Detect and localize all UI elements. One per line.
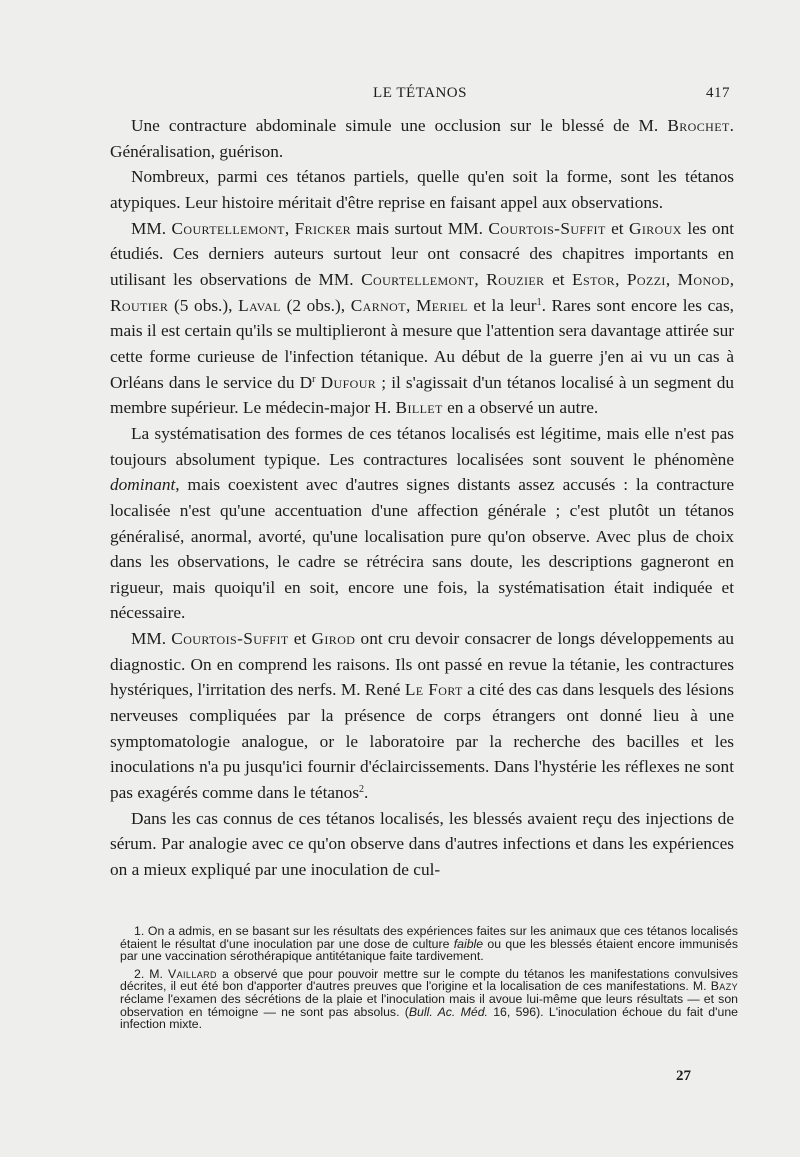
author-name: Brochet: [667, 116, 730, 135]
running-title: LE TÉTANOS: [373, 85, 467, 101]
paragraph-4: La systématisation des formes de ces tétanos localisés est légitime, mais elle n'est pas toujours absolument typique. Les contractures localisées sont souvent le phénomène dominant, mais coexistent avec d'autres signes distants assez accusés : la contracture localisée n'est qu'une accentuation d'une affection générale ; c'est plutôt un tétanos généralisé, anormal, avorté, qu'une localisation pure qu'on observe. Avec plus de choix dans les observations, le cadre se rétrécira sans doute, les descriptions gagneront en rigueur, mais quoiqu'il en soit, encore une fois, la systématisation était indiquée et nécessaire.: [110, 423, 734, 623]
printer-signature-mark: 27: [676, 1068, 691, 1084]
paragraph-3: MM. Courtellemont, Fricker mais surtout MM. Courtois-Suffit et Giroux les ont étudiés. Ces derniers auteurs surtout leur ont consacré des chapitres importants en utilisant les observations de MM. Courtellemont, Rouzier et Estor, Pozzi, Monod, Routier (5 obs.), Laval (2 obs.), Carnot, Meriel et la leur$^1$. Rares sont encore les cas, mais il est certain qu'ils se multiplieront à mesure que l'attention sera davantage attirée sur cette forme curieuse de l'infection tétanique. Au début de la guerre j'en ai vu un cas à Orléans dans le service du $D^r$ Dufour ; il s'agissait d'un tétanos localisé à un segment du membre supérieur. Le médecin-major H. Billet en a observé un autre.: [110, 218, 735, 418]
footnotes: [120, 925, 738, 1031]
author-name: Monod: [677, 269, 730, 289]
author-name: Meriel: [415, 295, 468, 315]
citation: Bull. Ac. Méd.: [408, 1004, 488, 1019]
emphasis: faible: [453, 936, 484, 951]
footnote-ref-2: 2: [359, 784, 365, 796]
author-name: Carnot: [350, 295, 406, 315]
author-name: Courtellemont: [361, 269, 475, 289]
author-name: Courtois-Suffit: [171, 629, 289, 649]
paragraph-1: Une contracture abdominale simule une occlusion sur le blessé de M. Brochet. Généralisation, guérison.: [110, 116, 734, 161]
running-header: [110, 85, 730, 107]
author-name: Dufour: [320, 372, 377, 392]
emphasis: dominant: [110, 475, 176, 495]
author-name: Courtois-Suffit: [488, 218, 606, 238]
author-name: Girod: [311, 629, 356, 649]
author-name: Laval: [238, 295, 281, 315]
author-name: Routier: [110, 295, 169, 315]
footnote-ref-1: 1: [536, 296, 542, 308]
author-name: Pozzi: [626, 269, 666, 289]
paragraph-2: Nombreux, parmi ces tétanos partiels, quelle qu'en soit la forme, sont les tétanos atypiques. Leur histoire méritait d'être reprise en faisant appel aux observations.: [110, 167, 734, 212]
paragraph-5: MM. Courtois-Suffit et Girod ont cru devoir consacrer de longs développements au diagnostic. On en comprend les raisons. Ils ont passé en revue la tétanie, les contractures hystériques, l'irritation des nerfs. M. René Le Fort a cité des cas dans lesquels des lésions nerveuses compliquées par la présence de corps étrangers ont donné lieu à une symptomatologie analogue, or le laboratoire par la recherche des bacilles et les inoculations n'a pu jusqu'ici fournir d'éclaircissements. Dans l'hystérie les réflexes ne sont pas exagérés comme dans le tétanos$^2$.: [110, 629, 734, 803]
author-name: Le Fort: [404, 680, 463, 700]
author-name: Vaillard: [168, 966, 217, 981]
author-name: Rouzier: [486, 269, 545, 289]
author-name: Giroux: [629, 218, 682, 238]
paragraph-6: Dans les cas connus de ces tétanos localisés, les blessés avaient reçu des injections de sérum. Par analogie avec ce qu'on observe dans d'autres infections et dans les expériences on a mieux expliqué par une inoculation de cul-: [110, 808, 734, 880]
page-number: 417: [706, 85, 730, 101]
main-text: [110, 113, 734, 883]
footnote-1: 1. On a admis, en se basant sur les résultats des expériences faites sur les animaux que ces tétanos localisés étaient le résultat d'une inoculation par une dose de culture faible ou que les blessés étaient encore immunisés par une vaccination sérothérapique antitétanique faite tardivement.: [120, 924, 738, 964]
author-name: Billet: [395, 398, 443, 418]
author-name: Bazy: [710, 979, 738, 994]
author-name: Estor: [572, 269, 616, 289]
author-name: Fricker: [294, 218, 351, 238]
superscript-r: r: [312, 373, 316, 385]
author-name: Courtellemont: [171, 218, 285, 238]
footnote-2: 2. M. Vaillard a observé que pour pouvoir mettre sur le compte du tétanos les manifestations convulsives décrites, il eut été bon d'apporter d'autres preuves que l'origine et la localisation de ces manifestations. M. Bazy réclame l'examen des sécrétions de la plaie et l'inoculation mais il avoue lui-même que leurs résultats — et son observation en témoigne — ne sont pas absolus. (Bull. Ac. Méd. 16, 596). L'inoculation échoue du fait d'une infection mixte.: [120, 966, 738, 1032]
